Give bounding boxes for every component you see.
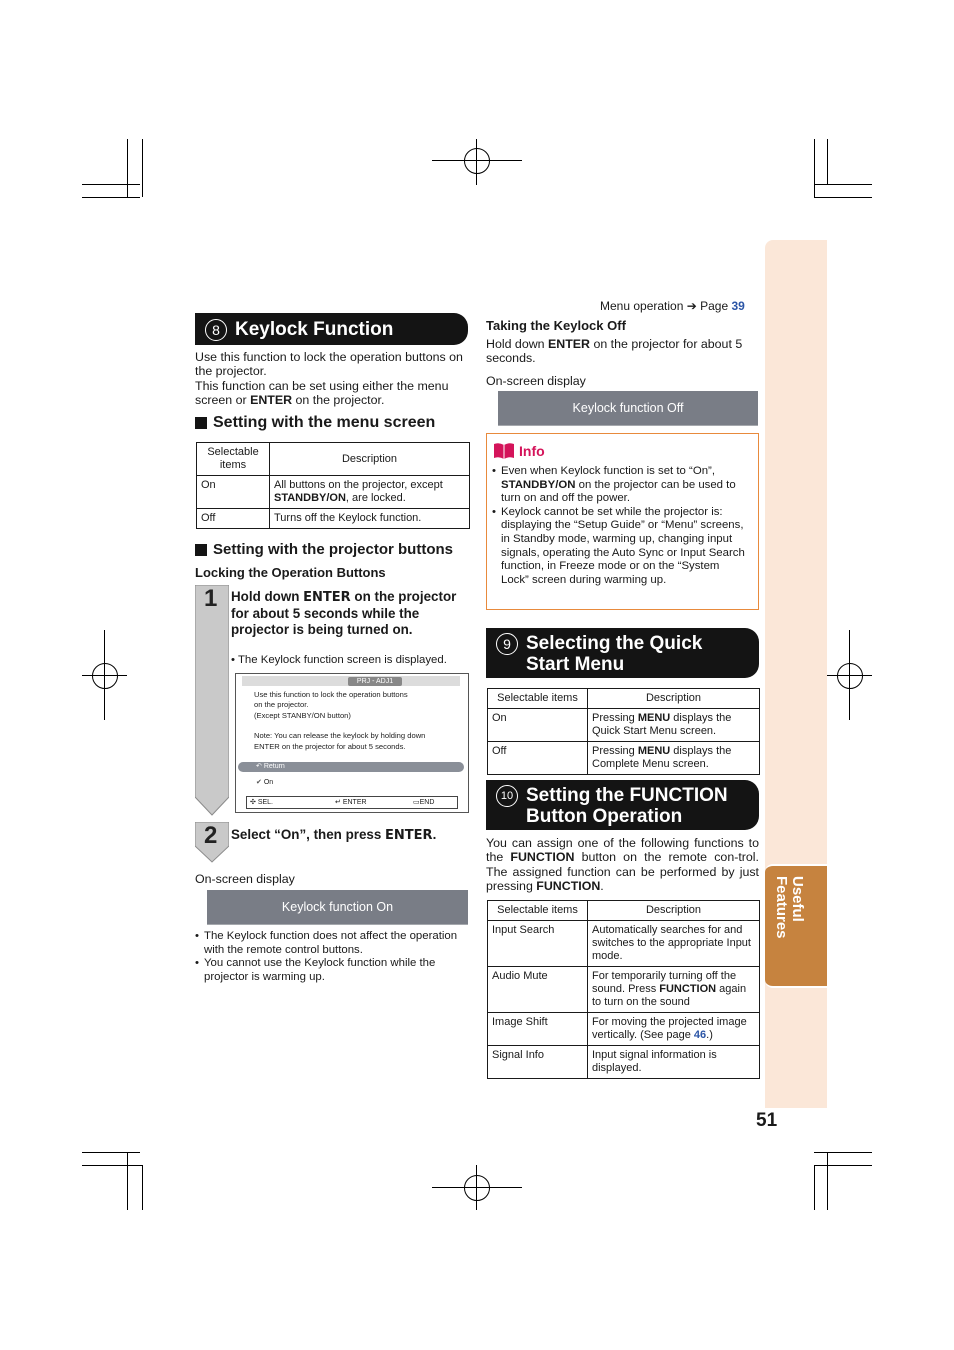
move-icon: ✣ bbox=[250, 799, 256, 806]
list-item: • The Keylock function does not affect the operation with the remote control buttons. bbox=[195, 930, 463, 957]
return-icon: ↶ bbox=[256, 763, 264, 770]
table-header: Selectable items bbox=[488, 689, 588, 709]
chapter-tab[interactable] bbox=[765, 864, 827, 988]
info-title: Info bbox=[519, 443, 545, 459]
projector-buttons-heading: Setting with the projector buttons bbox=[195, 541, 453, 559]
section-title: Selecting the Quick Start Menu bbox=[526, 633, 703, 675]
check-icon: ✔ bbox=[256, 779, 264, 786]
keylock-off-text: Hold down ENTER on the projector for about 5 seconds. bbox=[486, 337, 743, 366]
page-link[interactable]: 39 bbox=[731, 299, 745, 313]
osd-keylock-on: Keylock function On bbox=[207, 890, 468, 925]
table-row: On Pressing MENU displays the Quick Start Menu screen. bbox=[488, 709, 760, 742]
function-intro: You can assign one of the following functions to the FUNCTION button on the remote con-trol. The assigned function can be performed by just pressing FUNCTION. bbox=[486, 836, 759, 894]
list-item: • You cannot use the Keylock function while the projector is warming up. bbox=[195, 957, 463, 984]
osd-label: On-screen display bbox=[195, 872, 295, 886]
step-1-text: Hold down ENTER on the projector for about 5 seconds while the projector is being turned on. bbox=[231, 589, 457, 637]
locking-heading: Locking the Operation Buttons bbox=[195, 565, 386, 580]
screen-tag: PRJ - ADJ1 bbox=[348, 677, 402, 686]
menu-screen-heading: Setting with the menu screen bbox=[195, 413, 435, 432]
table-row: Audio Mute For temporarily turning off the sound. Press FUNCTION again to turn on the sound bbox=[488, 967, 760, 1013]
osd-keylock-off: Keylock function Off bbox=[498, 391, 758, 426]
function-table bbox=[487, 900, 760, 1079]
table-row: Signal Info Input signal information is displayed. bbox=[488, 1046, 760, 1079]
section-number: 10 bbox=[496, 785, 518, 807]
table-header: Selectable items bbox=[488, 901, 588, 921]
osd-label: On-screen display bbox=[486, 374, 586, 388]
info-list bbox=[492, 465, 750, 587]
list-item: • Keylock cannot be set while the projector is: displaying the “Setup Guide” or “Menu” screens, in Standby mode, warming up, changing input signals, operating the Auto Sync or Input Search function, in Freeze mode or on the “System Lock” screen during warming up. bbox=[492, 506, 750, 588]
table-header: Description bbox=[270, 443, 470, 476]
list-item: • Even when Keylock function is set to “On”, STANDBY/ON on the projector can be used to turn on and off the power. bbox=[492, 465, 750, 506]
screen-footer: ✣ SEL. ↵ ENTER ▭END bbox=[246, 796, 458, 809]
end-icon: ▭ bbox=[413, 799, 420, 806]
table-row: Off Turns off the Keylock function. bbox=[197, 509, 470, 529]
keylock-off-heading: Taking the Keylock Off bbox=[486, 318, 626, 333]
quickstart-table bbox=[487, 688, 760, 775]
keylock-notes bbox=[195, 930, 463, 984]
keylock-menu-table bbox=[196, 442, 470, 529]
step-2-text: Select “On”, then press ENTER. bbox=[231, 827, 437, 843]
page-number: 51 bbox=[756, 1110, 778, 1131]
section-title: Setting the FUNCTION Button Operation bbox=[526, 785, 728, 827]
on-option[interactable]: ✔ On bbox=[256, 779, 274, 786]
page-link[interactable]: 46 bbox=[693, 1029, 707, 1041]
section-title: Keylock Function bbox=[235, 319, 394, 340]
section-number: 9 bbox=[496, 633, 518, 655]
section-number: 8 bbox=[205, 319, 227, 341]
table-row: Image Shift For moving the projected image vertically. (See page 46.) bbox=[488, 1013, 760, 1046]
step-1-note: • The Keylock function screen is displayed. bbox=[231, 654, 447, 666]
return-option[interactable]: ↶ Return bbox=[238, 762, 464, 772]
keylock-screen: PRJ - ADJ1 Use this function to lock the operation buttons on the projector. (Except STANBY/ON button) Note: You can release the keylock by holding down ENTER on the projector for about 5 seconds. ↶ Return ✔ On ✣ SEL. ↵ ENTER ▭END bbox=[235, 673, 469, 813]
chapter-tab-label: Useful Features bbox=[773, 876, 806, 939]
menu-reference: Menu operation ➔ Page 39 bbox=[600, 299, 745, 313]
table-row: Off Pressing MENU displays the Complete Menu screen. bbox=[488, 742, 760, 775]
enter-icon: ↵ bbox=[335, 799, 341, 806]
square-bullet-icon bbox=[195, 417, 207, 429]
keylock-header bbox=[195, 313, 468, 345]
table-header: Description bbox=[588, 689, 760, 709]
table-row: Input Search Automatically searches for and switches to the appropriate Input mode. bbox=[488, 921, 760, 967]
book-icon bbox=[493, 442, 515, 463]
table-header: Description bbox=[588, 901, 760, 921]
function-header bbox=[486, 780, 759, 830]
square-bullet-icon bbox=[195, 544, 207, 556]
table-row: On All buttons on the projector, except STANDBY/ON, are locked. bbox=[197, 476, 470, 509]
quickstart-header bbox=[486, 628, 759, 678]
keylock-intro: Use this function to lock the operation buttons on the projector. This function can be set using either the menu screen or ENTER on the projector. bbox=[195, 350, 463, 408]
table-header: Selectable items bbox=[197, 443, 270, 476]
